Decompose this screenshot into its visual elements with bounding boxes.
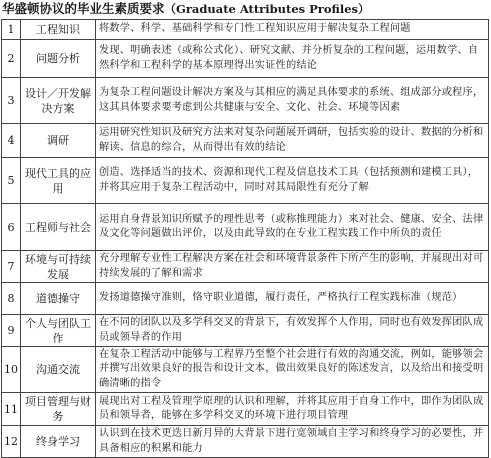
- attribute-name: 问题分析: [21, 40, 96, 78]
- attribute-name: 项目管理与财务: [21, 393, 96, 426]
- title-en: （Graduate Attributes Profiles）: [164, 2, 370, 16]
- attribute-description: 发现、明确表述（或称公式化）、研究文献、并分析复杂的工程问题，运用数学、自然科学和工程科学的基本原理得出实证性的结论: [96, 40, 489, 78]
- table-row: [2, 426, 489, 458]
- title-zh: 华盛顿协议的毕业生素质要求: [2, 1, 165, 16]
- attribute-description: 认识到在技术更迭日新月异的大背景下进行宽领域自主学习和终身学习的必要性，并具备相应的积累和能力: [96, 426, 489, 458]
- attribute-name: 环境与可持续发展: [21, 251, 96, 283]
- table-row: [2, 124, 489, 158]
- attribute-description: 为复杂工程问题设计解决方案及与其相应的满足具体要求的系统、组成部分或程序，这其具体要求要考虑到公共健康与安全、文化、社会、环境等因素: [96, 78, 489, 124]
- attribute-name: 沟通交流: [21, 347, 96, 393]
- row-number: 8: [2, 283, 21, 315]
- attribute-description: 充分理解专业性工程解决方案在社会和环境背景条件下所产生的影响，并展现出对可持续发展的了解和需求: [96, 251, 489, 283]
- attribute-name: 现代工具的应用: [21, 158, 96, 204]
- table-row: [2, 315, 489, 347]
- attribute-description: 展现出对工程及管理学原理的认识和理解，并将其应用于自身工作中，即作为团队成员和领导者，能够在多学科交叉的环境下进行项目管理: [96, 393, 489, 426]
- attribute-description: 在不同的团队以及多学科交叉的背景下，有效发挥个人作用，同时也有效发挥团队成员或领导者的作用: [96, 315, 489, 347]
- row-number: 3: [2, 78, 21, 124]
- row-number: 4: [2, 124, 21, 158]
- row-number: 9: [2, 315, 21, 347]
- table-row: [2, 283, 489, 315]
- page-title: [2, 0, 370, 17]
- attributes-table: [1, 19, 489, 458]
- row-number: 10: [2, 347, 21, 393]
- attribute-name: 工程知识: [21, 20, 96, 40]
- row-number: 2: [2, 40, 21, 78]
- attribute-name: 道德操守: [21, 283, 96, 315]
- attribute-name: 设计／开发解决方案: [21, 78, 96, 124]
- attribute-description: 运用自身背景知识所赋予的理性思考（或称推理能力）来对社会、健康、安全、法律及文化等问题做出评价，以及由此导致的在专业工程实践工作中所负的责任: [96, 204, 489, 251]
- table-row: [2, 393, 489, 426]
- attribute-description: 将数学、科学、基础科学和专门性工程知识应用于解决复杂工程问题: [96, 20, 489, 40]
- row-number: 11: [2, 393, 21, 426]
- table-row: [2, 40, 489, 78]
- table-row: [2, 78, 489, 124]
- table-row: [2, 204, 489, 251]
- attribute-description: 发扬道德操守准则，恪守职业道德，履行责任，严格执行工程实践标准（规范）: [96, 283, 489, 315]
- table-row: [2, 251, 489, 283]
- row-number: 6: [2, 204, 21, 251]
- table-row: [2, 347, 489, 393]
- table-row: [2, 158, 489, 204]
- row-number: 12: [2, 426, 21, 458]
- attribute-description: 在复杂工程活动中能够与工程界乃至整个社会进行有效的沟通交流，例如，能够领会并撰写出效果良好的报告和设计文本，做出效果良好的陈述发言，以及给出和接受明确清晰的指令: [96, 347, 489, 393]
- row-number: 1: [2, 20, 21, 40]
- attribute-name: 调研: [21, 124, 96, 158]
- row-number: 7: [2, 251, 21, 283]
- table-row: [2, 20, 489, 40]
- attribute-name: 工程师与社会: [21, 204, 96, 251]
- attribute-description: 运用研究性知识及研究方法来对复杂问题展开调研，包括实验的设计、数据的分析和解读、信息的综合，从而得出有效的结论: [96, 124, 489, 158]
- attribute-description: 创造、选择适当的技术、资源和现代工程及信息技术工具（包括预测和建模工具），并将其应用于复杂工程活动中，同时对其局限性有充分了解: [96, 158, 489, 204]
- attribute-name: 终身学习: [21, 426, 96, 458]
- attribute-name: 个人与团队工作: [21, 315, 96, 347]
- row-number: 5: [2, 158, 21, 204]
